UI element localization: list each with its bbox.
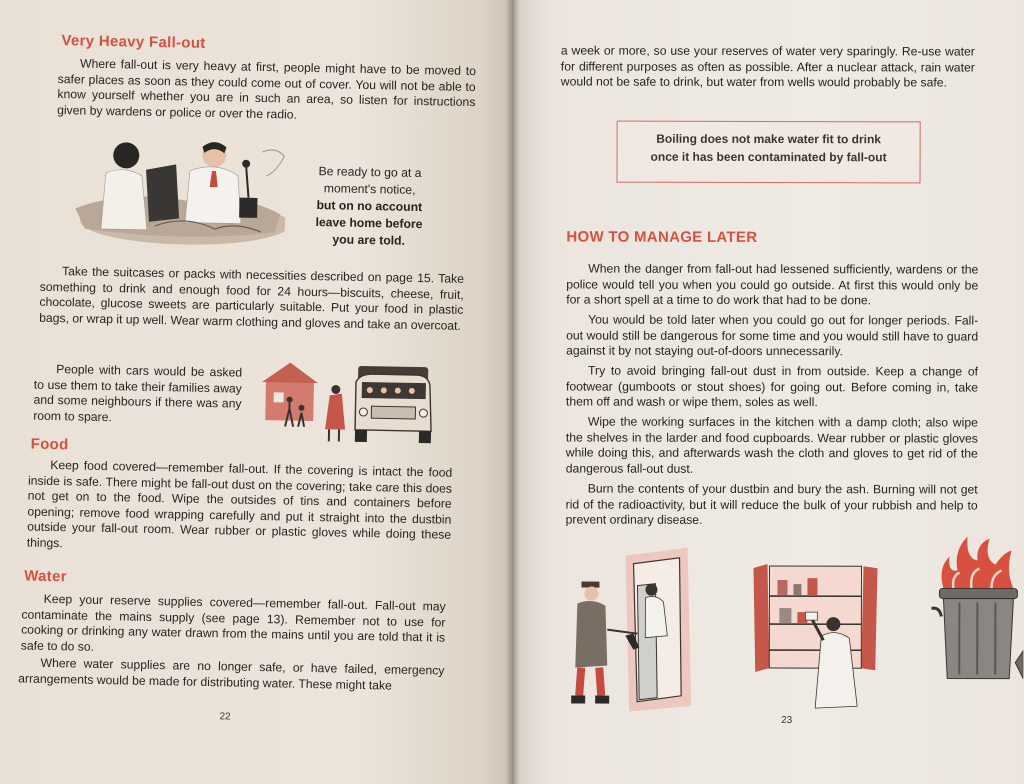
boiling-warning-box: [617, 121, 921, 184]
water-paragraph-2: Where water supplies are no longer safe, or have failed, emergency arrangements would be made for distributing water. These might take: [18, 655, 445, 693]
caption-line-1: Be ready to go at a: [318, 164, 422, 181]
food-paragraph: Keep food covered—remember fall-out. If the covering is intact the food inside is safe. There might be fall-out dust on the covering; take care this does not get on to the food. Wipe the outsides of tins and containers before opening; remove food wrapping carefully and put it straight into the dustbin outside your fall-out room. Wear rubber or plastic gloves while doing these things.: [26, 457, 453, 551]
right-page: [514, 0, 1024, 784]
food-heading: Food: [30, 435, 69, 454]
caption-line-3: but on no account: [316, 198, 423, 215]
manage-later-paragraph-3: Try to avoid bringing fall-out dust in from outside. Keep a change of footwear (gumboots or stout shoes) for going out. Before coming in, take them off and wash or wipe them, soles as well.: [565, 363, 979, 410]
water-heading: Water: [24, 567, 67, 586]
manage-later-paragraph-4: Wipe the working surfaces in the kitchen with a damp cloth; also wipe the shelves in the larder and food cupboards. Wear rubber or plastic gloves while doing this, and afterwards wash the cloth and gloves to get rid of the dangerous fall-out dust.: [565, 414, 978, 476]
right-page-number: 23: [781, 715, 793, 727]
very-heavy-paragraph: Where fall-out is very heavy at first, people might have to be moved to safer places as soon as they could come out of cover. You will not be able to know yourself whether you are in such an area, so listen for instructions given by wardens or police or over the radio.: [57, 56, 477, 122]
book-gutter: [506, 0, 520, 784]
water-paragraph-1: Keep your reserve supplies covered—remember fall-out. Fall-out may contaminate the mains supply (see page 13). Remember not to use for cooking or drinking any water drawn from the mains until you are told that it is safe to do so.: [20, 591, 446, 654]
cars-paragraph: People with cars would be asked to use them to take their families away and some neighbours if there was any room to spare.: [33, 362, 243, 424]
caption-line-5: you are told.: [332, 232, 406, 248]
left-page-number: 22: [219, 711, 231, 723]
suitcases-paragraph: Take the suitcases or packs with necessities described on page 15. Take something to drink and enough food for 24 hours—biscuits, cheese, fruit, chocolate, glucose sweets are particularly suitable. Put your food in plastic bags, or wrap it up well. Wear warm clothing and gloves and take an overcoat.: [39, 264, 465, 333]
warning-line-2: once it has been contaminated by fall-out: [650, 149, 887, 165]
warning-line-1: Boiling does not make water fit to drink: [656, 131, 881, 147]
larder-cleaning-illustration: [749, 556, 881, 712]
manage-later-paragraph-1: When the danger from fall-out had lessened sufficiently, wardens or the police would tell you when you could go outside. At first this would only be for a short spell at a time to do work that had to be done.: [566, 261, 979, 308]
radio-listening-illustration: [65, 128, 287, 248]
ready-caption: [295, 163, 445, 251]
manage-later-paragraph-2: You would be told later when you could go out for longer periods. Fall-out would still be dangerous for some time and you would still have to guard against it by not staying out-of-doors unnecessarily.: [566, 312, 979, 359]
manage-later-paragraph-5: Burn the contents of your dustbin and bury the ash. Burning will not get rid of the radioactivity, but it will reduce the bulk of your rubbish and help to prevent ordinary disease.: [565, 481, 978, 528]
burning-dustbin-illustration: [931, 528, 1023, 688]
doorway-boots-illustration: [559, 545, 695, 715]
caption-line-4: leave home before: [315, 215, 423, 232]
very-heavy-heading: Very Heavy Fall-out: [61, 32, 206, 52]
manage-later-heading: HOW TO MANAGE LATER: [566, 228, 758, 246]
water-continuation-paragraph: a week or more, so use your reserves of water very sparingly. Re-use water for different purposes as often as possible. After a nuclear attack, rain water would not be safe to drink, but water from wells would probably be safe.: [560, 43, 975, 90]
car-evacuation-illustration: [259, 358, 441, 447]
caption-line-2: moment's notice,: [323, 181, 416, 197]
